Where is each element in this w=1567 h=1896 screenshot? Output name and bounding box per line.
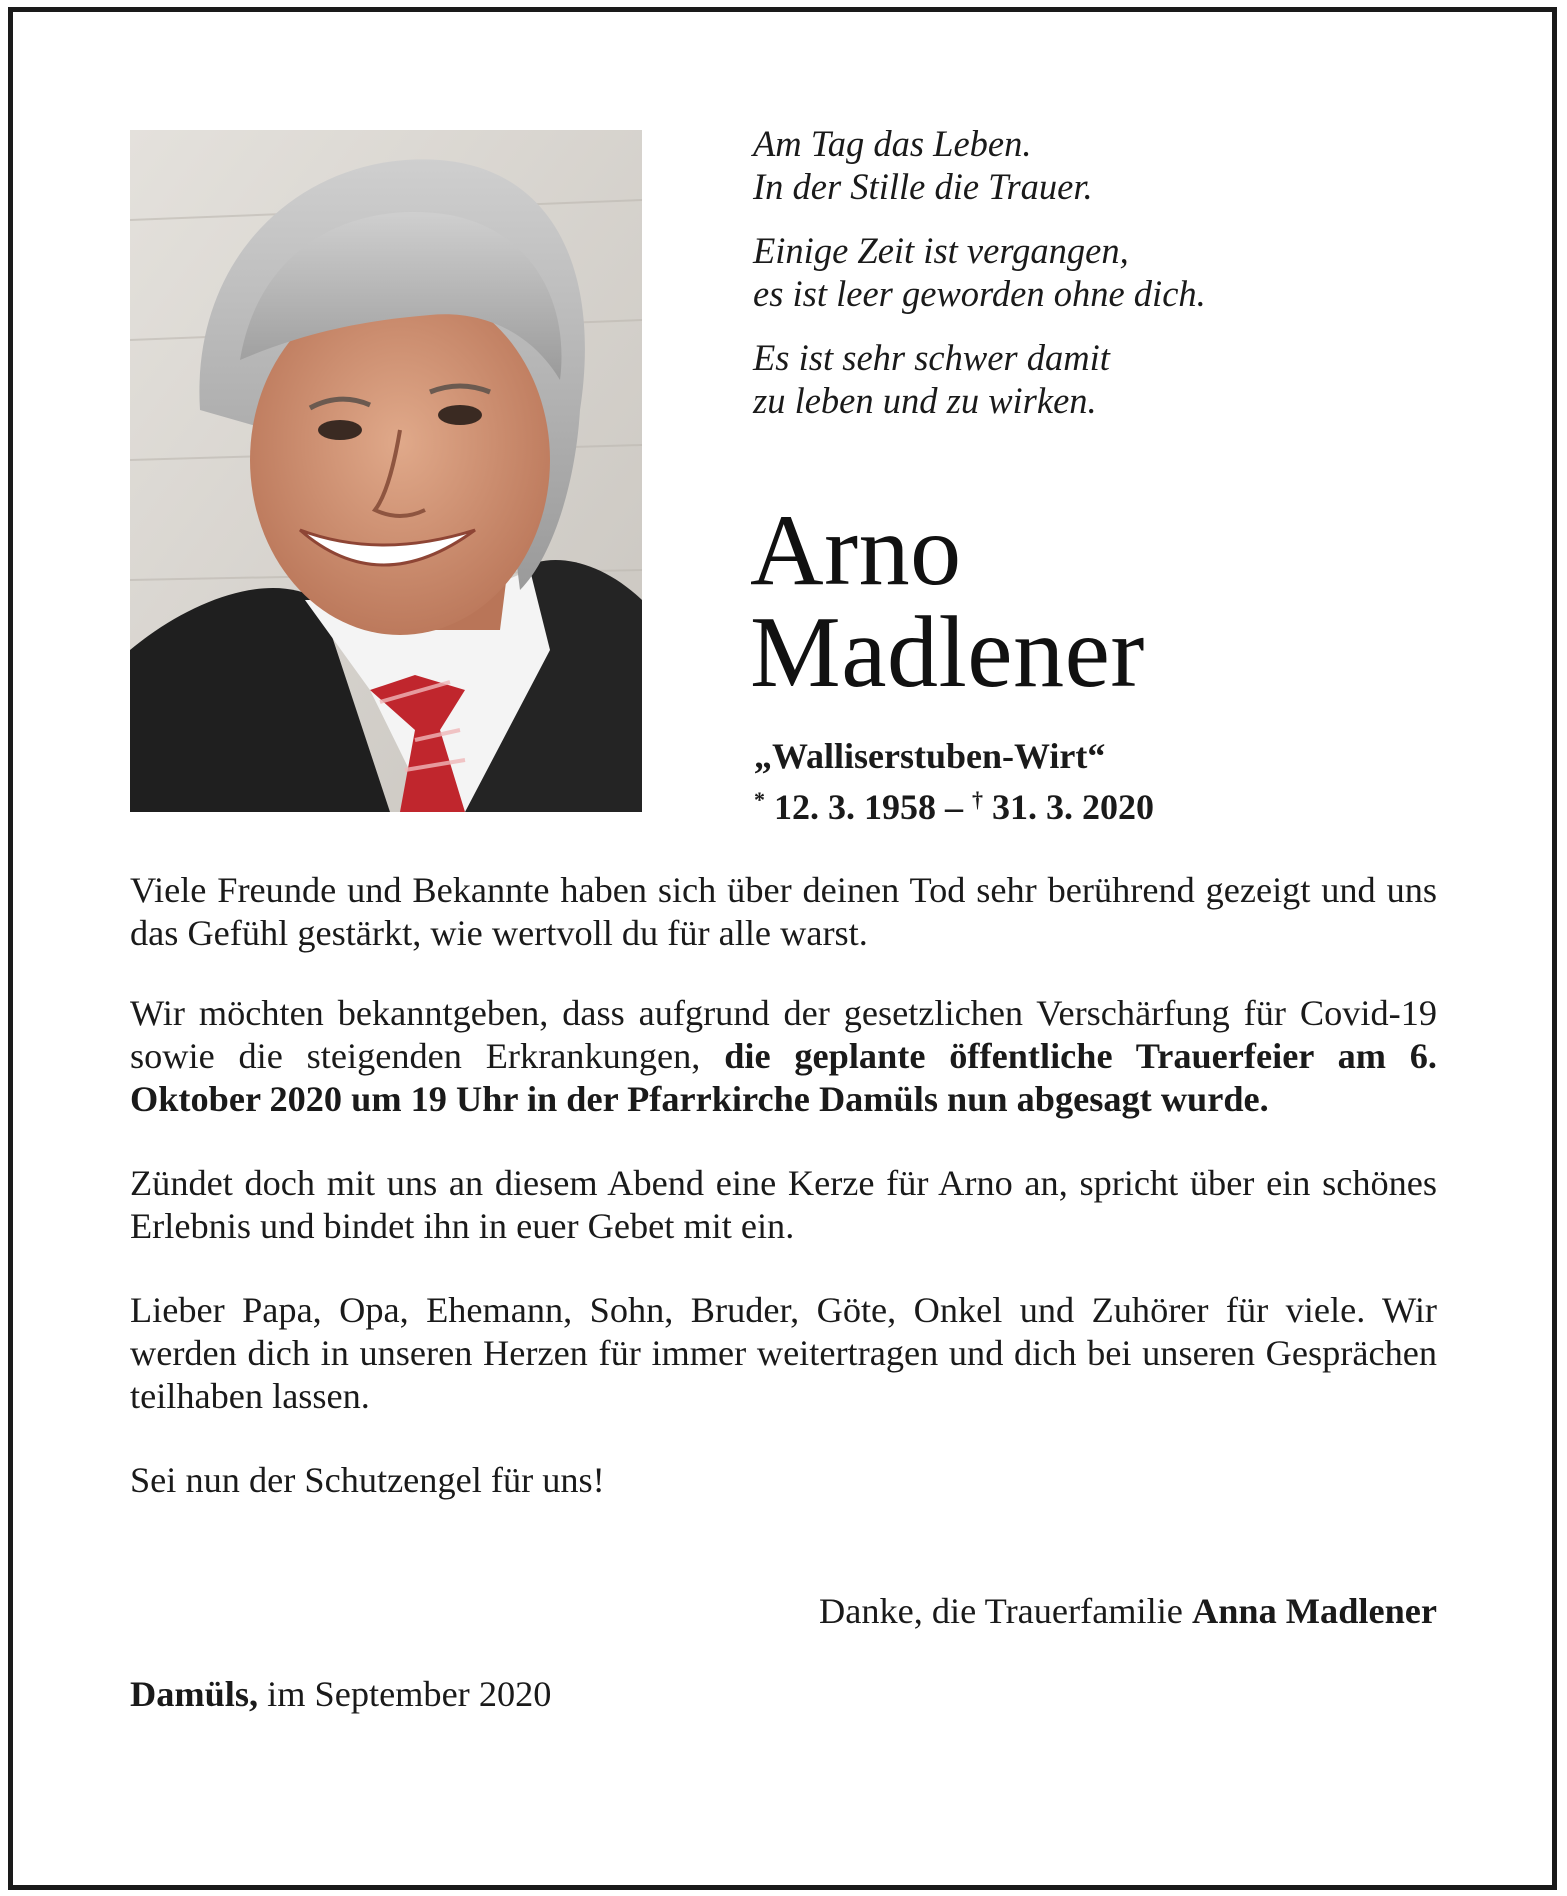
paragraph-cancellation — [130, 992, 1437, 1121]
date-separator: – — [945, 787, 963, 827]
poem — [753, 122, 1453, 443]
deceased-name — [750, 494, 1145, 709]
poem-stanza-2 — [753, 229, 1453, 315]
first-name: Arno — [750, 494, 962, 607]
poem-line: es ist leer geworden ohne dich. — [753, 273, 1206, 314]
paragraph-thanks: Viele Freunde und Bekannte haben sich über deinen Tod sehr berührend gezeigt und uns das Gefühl gestärkt, wie wertvoll du für alle warst. — [130, 870, 1437, 953]
life-dates — [754, 778, 1154, 829]
cancellation-highlight: die geplante öffentliche Trauerfeier am 6. Oktober 2020 um 19 Uhr in der Pfarrkirche Damüls nun abgesagt wurde. — [130, 1036, 1437, 1119]
birth-date: 12. 3. 1958 — [774, 787, 936, 827]
place-and-date — [130, 1673, 551, 1716]
place-town: Damüls, — [130, 1674, 259, 1714]
portrait-illustration — [130, 130, 642, 812]
nickname: „Walliserstuben-Wirt“ — [754, 736, 1106, 776]
death-symbol: † — [972, 787, 983, 812]
poem-stanza-3 — [753, 336, 1453, 422]
poem-line: In der Stille die Trauer. — [753, 166, 1093, 207]
signature-prefix: Danke, die Trauerfamilie — [819, 1591, 1192, 1631]
signature — [819, 1590, 1437, 1633]
poem-line: Am Tag das Leben. — [753, 123, 1032, 164]
poem-stanza-1 — [753, 122, 1453, 208]
cancellation-text: Wir möchten bekanntgeben, dass aufgrund der gesetzlichen Verschärfung für Covid-19 sowie die steigenden Erkrankungen, — [130, 993, 1437, 1076]
paragraph-farewell: Lieber Papa, Opa, Ehemann, Sohn, Bruder, Göte, Onkel und Zuhörer für viele. Wir werden dich in unseren Herzen für immer weitertragen und dich bei unseren Gesprächen teilhaben lassen. — [130, 1290, 1437, 1416]
signature-family: Anna Madlener — [1191, 1591, 1437, 1631]
death-date: 31. 3. 2020 — [992, 787, 1154, 827]
poem-line: zu leben und zu wirken. — [753, 380, 1097, 421]
poem-line: Einige Zeit ist vergangen, — [753, 230, 1129, 271]
portrait-photo — [130, 130, 642, 812]
poem-line: Es ist sehr schwer damit — [753, 337, 1110, 378]
deceased-details — [754, 735, 1154, 829]
paragraph-guardian-angel: Sei nun der Schutzengel für uns! — [130, 1460, 605, 1500]
birth-symbol: * — [754, 787, 765, 812]
paragraph-candle: Zündet doch mit uns an diesem Abend eine Kerze für Arno an, spricht über ein schönes Erlebnis und bindet ihn in euer Gebet mit ein. — [130, 1163, 1437, 1246]
last-name: Madlener — [750, 596, 1145, 709]
place-date: im September 2020 — [258, 1674, 552, 1714]
announcement-body — [130, 869, 1437, 1543]
